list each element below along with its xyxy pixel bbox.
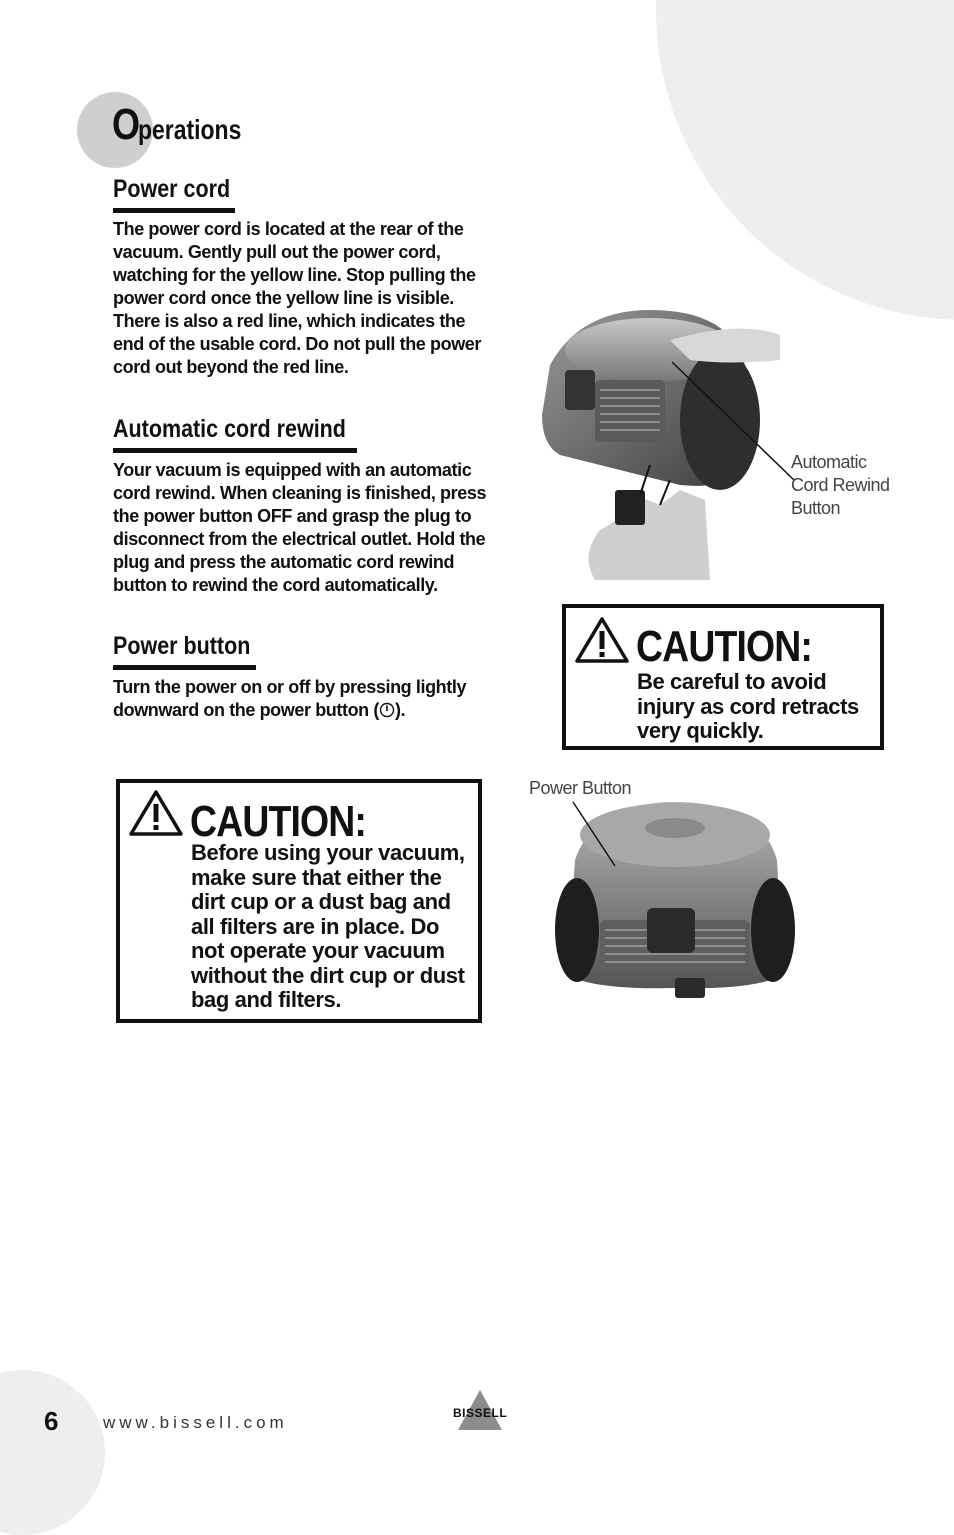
power-button-label: Power Button xyxy=(529,778,632,798)
rewind-pointer-line xyxy=(670,360,800,485)
caution-box-cord xyxy=(562,604,884,750)
text-line: watching for the yellow line. Stop pulling the xyxy=(113,265,476,285)
caution-line: all filters are in place. Do xyxy=(191,913,440,939)
caution-box-filters xyxy=(116,779,482,1023)
cord-rewind-underline xyxy=(113,448,357,453)
text-line: plug and press the automatic cord rewind xyxy=(113,552,455,572)
title-rest: perations xyxy=(138,114,242,145)
power-symbol-icon xyxy=(379,702,395,718)
rewind-button-label xyxy=(791,451,890,520)
text-line: power cord once the yellow line is visible. xyxy=(113,288,454,308)
text-line: button to rewind the cord automatically. xyxy=(113,575,438,595)
caution-title: CAUTION: xyxy=(636,622,813,671)
power-button-heading: Power button xyxy=(113,632,251,660)
website-url: www.bissell.com xyxy=(103,1413,288,1432)
power-cord-underline xyxy=(113,208,235,213)
text-line: cord out beyond the red line. xyxy=(113,357,349,377)
cord-rewind-heading: Automatic cord rewind xyxy=(113,415,346,443)
label-line: Button xyxy=(791,498,841,518)
text-line: disconnect from the electrical outlet. Hold the xyxy=(113,529,486,549)
text-line: vacuum. Gently pull out the power cord, xyxy=(113,242,441,262)
text-line: Turn the power on or off by pressing lightly xyxy=(113,677,467,697)
power-cord-text xyxy=(113,218,513,379)
text-fragment: ). xyxy=(394,700,406,720)
text-fragment: downward on the power button ( xyxy=(113,700,379,720)
caution-message xyxy=(191,841,465,1013)
label-line: Automatic xyxy=(791,452,867,472)
page-number: 6 xyxy=(44,1406,59,1436)
caution-line: injury as cord retracts xyxy=(637,693,859,719)
label-line: Cord Rewind xyxy=(791,475,890,495)
warning-triangle-icon xyxy=(574,616,630,664)
text-line: end of the usable cord. Do not pull the power xyxy=(113,334,482,354)
power-pointer-line xyxy=(570,800,620,870)
power-button-text xyxy=(113,676,513,722)
text-line: There is also a red line, which indicates the xyxy=(113,311,466,331)
caution-line: very quickly. xyxy=(637,718,764,743)
text-line: the power button OFF and grasp the plug to xyxy=(113,506,472,526)
title-initial: O xyxy=(112,100,141,149)
caution-title: CAUTION: xyxy=(190,797,367,846)
text-line: cord rewind. When cleaning is finished, press xyxy=(113,483,487,503)
caution-line: without the dirt cup or dust xyxy=(191,962,465,988)
caution-line: dirt cup or a dust bag and xyxy=(191,889,451,914)
page-title xyxy=(112,100,264,150)
caution-line: bag and filters. xyxy=(191,987,342,1012)
caution-line: Before using your vacuum, xyxy=(191,840,465,865)
text-line: The power cord is located at the rear of the xyxy=(113,219,464,239)
caution-line: not operate your vacuum xyxy=(191,938,445,963)
power-button-underline xyxy=(113,665,256,670)
page-number-circle xyxy=(0,1370,105,1535)
text-line xyxy=(113,699,513,722)
caution-line: make sure that either the xyxy=(191,864,442,890)
warning-triangle-icon xyxy=(128,789,184,837)
text-line: Your vacuum is equipped with an automatic xyxy=(113,460,472,480)
bissell-logo-text: BISSELL xyxy=(453,1406,508,1420)
cord-rewind-text xyxy=(113,459,513,597)
power-cord-heading: Power cord xyxy=(113,175,231,203)
caution-message xyxy=(637,670,859,744)
corner-decoration xyxy=(656,0,954,320)
caution-line: Be careful to avoid xyxy=(637,669,827,694)
